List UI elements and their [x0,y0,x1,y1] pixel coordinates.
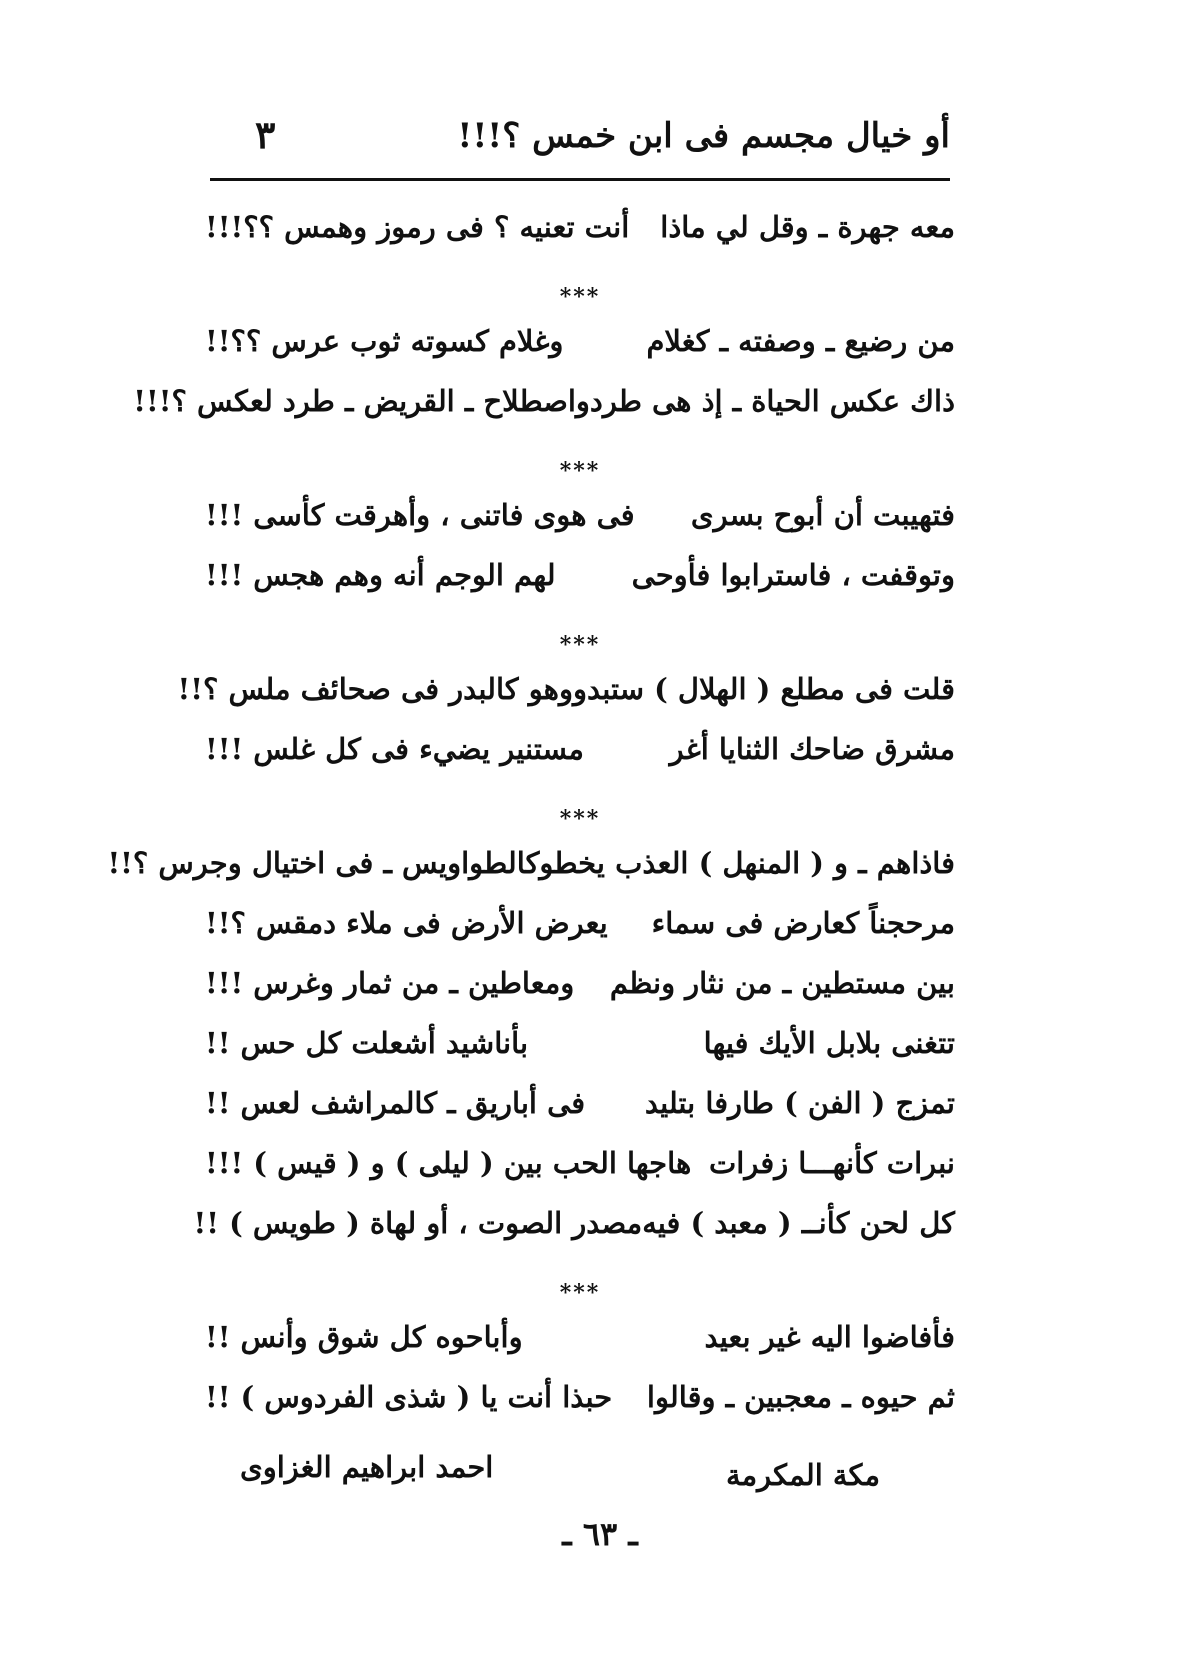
second-hemistich: وغلام كسوته ثوب عرس ؟؟!! [205,324,564,358]
stanza-separator: *** [559,458,601,484]
second-hemistich: يعرض الأرض فى ملاء دمقس ؟!! [205,906,608,940]
second-hemistich: وأباحوه كل شوق وأنس !! [205,1320,523,1354]
first-hemistich: معه جهرة ـ وقل لي ماذا [660,210,955,244]
verse-line [205,1146,955,1206]
first-hemistich: وتوقفت ، فاسترابوا فأوحى [631,558,955,592]
verse-line [205,906,955,966]
verse-line [177,672,955,732]
second-hemistich: فى هوى فاتنى ، وأهرقت كأسى !!! [205,498,635,532]
running-title: أو خيال مجسم فى ابن خمس ؟!!! [457,116,950,156]
second-hemistich: وهو كالبدر فى صحائف ملس ؟!! [177,672,573,706]
first-hemistich: قلت فى مطلع ( الهلال ) ستبدو [572,672,955,706]
verse-line [205,732,955,792]
first-hemistich: فأفاضوا اليه غير بعيد [704,1320,955,1354]
header-rule [210,178,950,181]
stanza-separator: *** [559,806,601,832]
running-header [210,108,950,164]
verse-line [205,966,955,1026]
first-hemistich: ثم حيوه ـ معجبين ـ وقالوا [646,1380,955,1414]
second-hemistich: مصدر الصوت ، أو لهاة ( طويس ) !! [193,1206,643,1240]
signature-block [240,1450,880,1510]
first-hemistich: تتغنى بلابل الأيك فيها [703,1026,955,1060]
verse-line [205,210,955,270]
verse-line [205,558,955,618]
second-hemistich: فى أباريق ـ كالمراشف لعس !! [205,1086,586,1120]
verse-line [205,1380,955,1440]
first-hemistich: نبرات كأنهـــا زفرات [708,1146,955,1180]
second-hemistich: كالطواويس ـ فى اختيال وجرس ؟!! [107,846,540,880]
first-hemistich: فاذاهم ـ و ( المنهل ) العذب يخطو [539,846,955,880]
first-hemistich: تمزج ( الفن ) طارفا بتليد [644,1086,955,1120]
second-hemistich: واصطلاح ـ القريض ـ طرد لعكس ؟!!! [133,384,590,418]
second-hemistich: بأناشيد أشعلت كل حس !! [205,1026,529,1060]
verse-line [205,324,955,384]
second-hemistich: هاجها الحب بين ( ليلى ) و ( قيس ) !!! [205,1146,692,1180]
verse-line [205,1086,955,1146]
folio-number: ـ ٦٣ ـ [562,1515,638,1553]
first-hemistich: من رضيع ـ وصفته ـ كغلام [646,324,955,358]
stanza-separator: *** [559,1280,601,1306]
verse-line [205,1026,955,1086]
first-hemistich: ذاك عكس الحياة ـ إذ هى طرد [589,384,955,418]
signature-author: احمد ابراهيم الغزاوى [240,1450,494,1484]
second-hemistich: لهم الوجم أنه وهم هجس !!! [205,558,556,592]
stanza-separator: *** [559,632,601,658]
verse-line [205,498,955,558]
first-hemistich: فتهيبت أن أبوح بسرى [690,498,955,532]
second-hemistich: مستنير يضيء فى كل غلس !!! [205,732,584,766]
first-hemistich: بين مستطين ـ من نثار ونظم [609,966,955,1000]
verse-line [205,1320,955,1380]
first-hemistich: كل لحن كأنــ ( معبد ) فيه [642,1206,955,1240]
first-hemistich: مشرق ضاحك الثنايا أغر [669,732,955,766]
second-hemistich: حبذا أنت يا ( شذى الفردوس ) !! [205,1380,613,1414]
verse-line [193,1206,955,1266]
verse-line [133,384,955,444]
signature-place: مكة المكرمة [726,1458,880,1492]
stanza-separator: *** [559,284,601,310]
verse-line [107,846,955,906]
page-number: ٣ [255,112,276,157]
second-hemistich: أنت تعنيه ؟ فى رموز وهمس ؟؟!!! [205,210,630,244]
second-hemistich: ومعاطين ـ من ثمار وغرس !!! [205,966,575,1000]
first-hemistich: مرحجناً كعارض فى سماء [651,906,955,940]
poem-body [107,210,955,1440]
